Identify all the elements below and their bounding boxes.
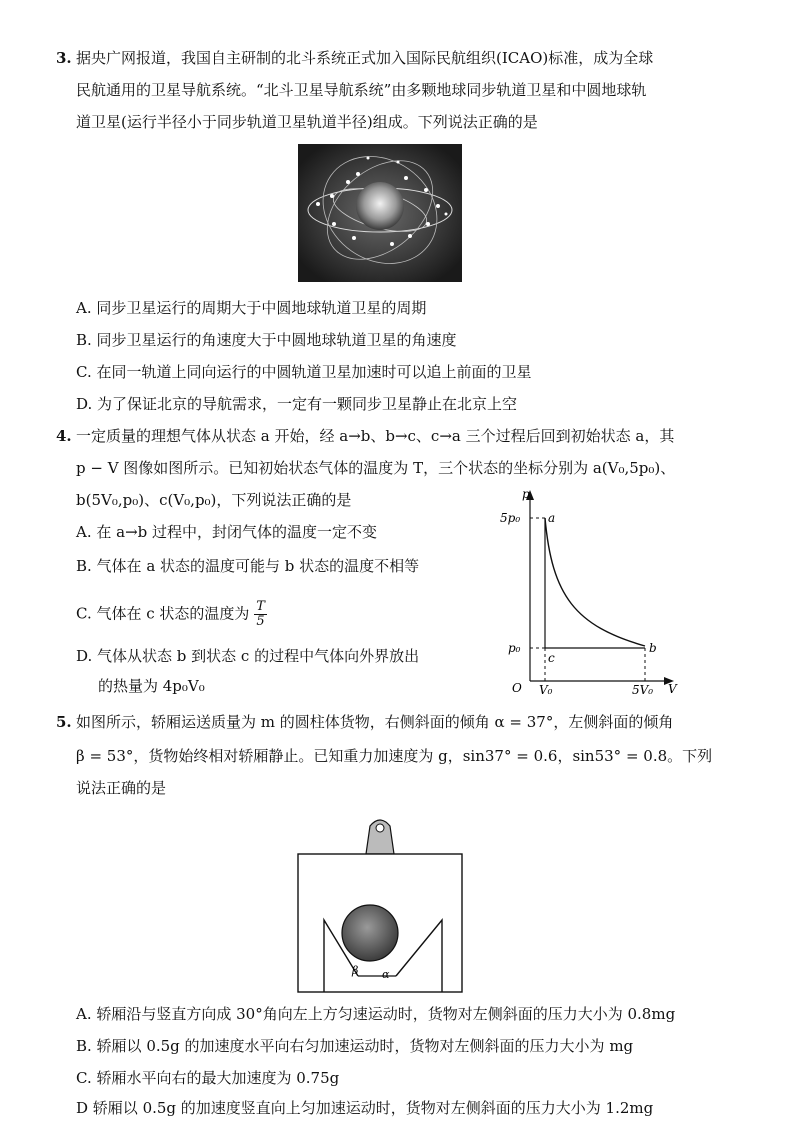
q5-option-d: D 轿厢以 0.5g 的加速度竖直向上匀加速运动时，货物对左侧斜面的压力大小为 1.2mg [76, 1099, 654, 1117]
q4-option-c-text: C. 气体在 c 状态的温度为 [76, 604, 250, 623]
alpha-label: α [382, 968, 390, 981]
q4-option-c [76, 600, 267, 629]
q4-option-d: D. 气体从状态 b 到状态 c 的过程中气体向外界放出 [76, 647, 420, 665]
x-tick-v0: V₀ [539, 683, 553, 696]
cylinder-cargo [342, 905, 398, 961]
beta-label: β [352, 964, 359, 977]
q4-text-line-2: p − V 图像如图所示。已知初始状态气体的温度为 T，三个状态的坐标分别为 a(V₀,5p₀)、 [76, 459, 676, 477]
q5-option-a: A. 轿厢沿与竖直方向成 30°角向左上方匀速运动时，货物对左侧斜面的压力大小为 0.8mg [76, 1005, 676, 1023]
q5-option-b: B. 轿厢以 0.5g 的加速度水平向右匀加速运动时，货物对左侧斜面的压力大小为 mg [76, 1037, 634, 1055]
fraction-denominator: 5 [256, 614, 265, 629]
q3-text-line-1: 据央广网报道，我国自主研制的北斗系统正式加入国际民航组织(ICAO)标准，成为全球 [76, 49, 654, 67]
q4-option-b: B. 气体在 a 状态的温度可能与 b 状态的温度不相等 [76, 557, 420, 575]
x-tick-5v0: 5V₀ [632, 683, 654, 696]
x-axis-label: V [668, 682, 677, 696]
q3-text-line-2: 民航通用的卫星导航系统。“北斗卫星导航系统”由多颗地球同步轨道卫星和中圆地球轨 [76, 81, 647, 99]
isotherm-curve [545, 518, 645, 646]
y-axis-label: p [522, 487, 530, 501]
q4-number: 4. [56, 427, 72, 445]
q4-option-a: A. 在 a→b 过程中，封闭气体的温度一定不变 [76, 523, 378, 541]
q5-text-line-1: 如图所示，轿厢运送质量为 m 的圆柱体货物，右侧斜面的倾角 α = 37°，左侧斜面的倾角 [76, 713, 674, 731]
y-tick-p0: p₀ [508, 641, 521, 655]
q5-text-line-2: β = 53°，货物始终相对轿厢静止。已知重力加速度为 g，sin37° = 0.6，sin53° = 0.8。下列 [76, 747, 713, 765]
y-tick-5p0: 5p₀ [500, 511, 521, 525]
point-b-label: b [649, 641, 657, 655]
pv-graph [490, 486, 680, 696]
q3-number: 3. [56, 49, 72, 67]
point-a-label: a [548, 511, 556, 525]
q3-option-b: B. 同步卫星运行的角速度大于中圆地球轨道卫星的角速度 [76, 331, 457, 349]
q3-option-c: C. 在同一轨道上同向运行的中圆轨道卫星加速时可以追上前面的卫星 [76, 363, 532, 381]
q3-option-a: A. 同步卫星运行的周期大于中圆地球轨道卫星的周期 [76, 299, 427, 317]
q4-option-c-fraction [254, 600, 267, 629]
q3-option-d: D. 为了保证北京的导航需求，一定有一颗同步卫星静止在北京上空 [76, 395, 518, 413]
point-c-label: c [548, 651, 555, 665]
q4-option-d-continued: 的热量为 4p₀V₀ [98, 677, 205, 695]
elevator-cabin-figure [296, 808, 466, 994]
origin-label: O [512, 681, 522, 695]
q5-text-line-3: 说法正确的是 [76, 779, 167, 797]
satellite-orbit-image [298, 144, 462, 282]
q3-text-line-3: 道卫星(运行半径小于同步轨道卫星轨道半径)组成。下列说法正确的是 [76, 113, 538, 131]
q4-text-line-3: b(5V₀,p₀)、c(V₀,p₀)，下列说法正确的是 [76, 491, 352, 509]
q4-text-line-1: 一定质量的理想气体从状态 a 开始，经 a→b、b→c、c→a 三个过程后回到初始状态 a，其 [76, 427, 675, 445]
q5-number: 5. [56, 713, 72, 731]
fraction-numerator: T [256, 599, 265, 614]
q5-option-c: C. 轿厢水平向右的最大加速度为 0.75g [76, 1069, 340, 1087]
